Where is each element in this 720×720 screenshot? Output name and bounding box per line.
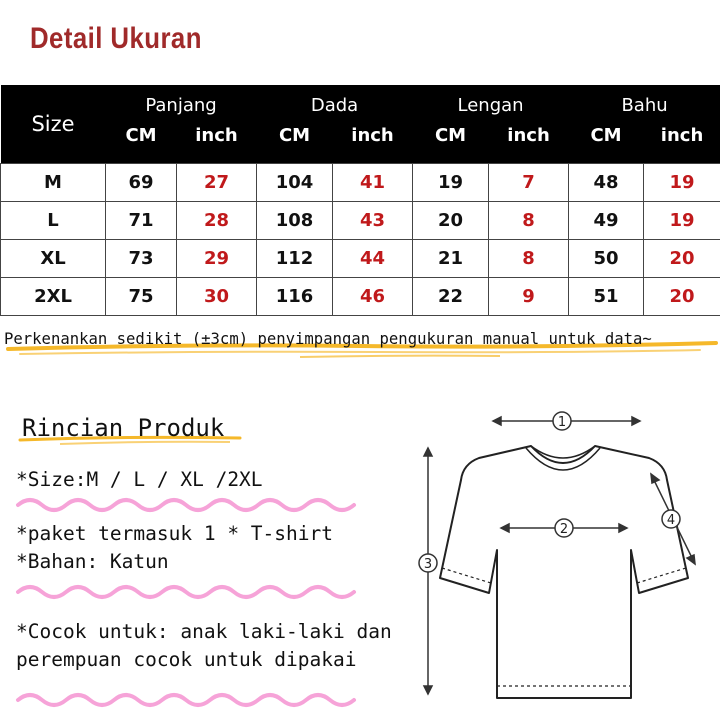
marker-label: 2 [559,522,569,537]
yellow-brush-stroke [20,350,700,354]
dada-cm-cell: 104 [257,164,333,202]
table-header-row [1,85,720,125]
lengan-inch-cell: 9 [489,278,569,316]
group-header-bahu: Bahu [621,94,668,116]
panjang-cm-cell: 73 [106,240,177,278]
size-chart-table [0,85,720,316]
bahu-inch-cell: 20 [644,278,720,316]
unit-header-inch: inch [195,125,238,146]
suitable-line-1: *Cocok untuk: anak laki-laki dan [16,620,392,643]
bahu-inch-cell: 20 [644,240,720,278]
size-cell: M [1,164,106,202]
table-row [1,240,720,278]
suitable-line-2: perempuan cocok untuk dipakai [16,648,357,671]
panjang-inch-cell: 28 [177,202,257,240]
pink-wave-stroke [18,500,354,510]
marker-label: 1 [557,415,567,430]
dada-cm-cell: 108 [257,202,333,240]
unit-header-inch: inch [660,125,704,146]
size-cell: XL [1,240,106,278]
unit-header-inch: inch [507,125,550,146]
dada-inch-cell: 44 [333,240,413,278]
page-title: Detail Ukuran [30,22,202,55]
yellow-brush-stroke [60,442,230,444]
dada-cm-cell: 112 [257,240,333,278]
lengan-cm-cell: 22 [413,278,489,316]
bahu-inch-cell: 19 [644,202,720,240]
t-shirt-measurement-diagram [405,400,715,700]
marker-label: 3 [423,557,433,572]
size-column-header: Size [31,112,75,136]
unit-header-cm: CM [278,125,311,146]
panjang-inch-cell: 29 [177,240,257,278]
bahu-cm-cell: 48 [569,164,644,202]
lengan-inch-cell: 7 [489,164,569,202]
size-line: *Size:M / L / XL /2XL [16,468,263,491]
panjang-cm-cell: 69 [106,164,177,202]
bahu-inch-cell: 19 [644,164,720,202]
lengan-inch-cell: 8 [489,240,569,278]
dada-inch-cell: 41 [333,164,413,202]
unit-header-cm: CM [434,125,467,146]
panjang-inch-cell: 30 [177,278,257,316]
pink-wave-stroke [18,587,354,597]
unit-header-cm: CM [590,125,622,146]
lengan-inch-cell: 8 [489,202,569,240]
measurement-marker [662,510,680,528]
dada-inch-cell: 46 [333,278,413,316]
unit-header-cm: CM [125,125,157,146]
group-header-panjang: Panjang [145,94,217,116]
size-cell: L [1,202,106,240]
yellow-brush-stroke [300,356,500,357]
unit-header-inch: inch [351,125,394,146]
details-title: Rincian Produk [22,414,225,442]
panjang-cm-cell: 71 [106,202,177,240]
measurement-note: Perkenankan sedikit (±3cm) penyimpangan pengukuran manual untuk data~ [4,330,652,348]
table-row [1,202,720,240]
marker-label: 4 [666,513,676,528]
table-row [1,164,720,202]
bahu-cm-cell: 49 [569,202,644,240]
panjang-cm-cell: 75 [106,278,177,316]
group-header-lengan: Lengan [457,94,524,116]
lengan-cm-cell: 20 [413,202,489,240]
bahu-cm-cell: 51 [569,278,644,316]
table-row [1,278,720,316]
package-line: *paket termasuk 1 * T-shirt [16,522,333,545]
dada-inch-cell: 43 [333,202,413,240]
lengan-cm-cell: 21 [413,240,489,278]
size-cell: 2XL [1,278,106,316]
group-header-dada: Dada [310,94,359,116]
pink-wave-stroke [18,695,354,705]
table-unit-row [1,125,720,164]
t-shirt-icon [440,446,688,698]
bahu-cm-cell: 50 [569,240,644,278]
dada-cm-cell: 116 [257,278,333,316]
measurement-marker [419,554,437,572]
measurement-marker [553,412,571,430]
panjang-inch-cell: 27 [177,164,257,202]
material-line: *Bahan: Katun [16,550,169,573]
measurement-marker [555,519,573,537]
lengan-cm-cell: 19 [413,164,489,202]
